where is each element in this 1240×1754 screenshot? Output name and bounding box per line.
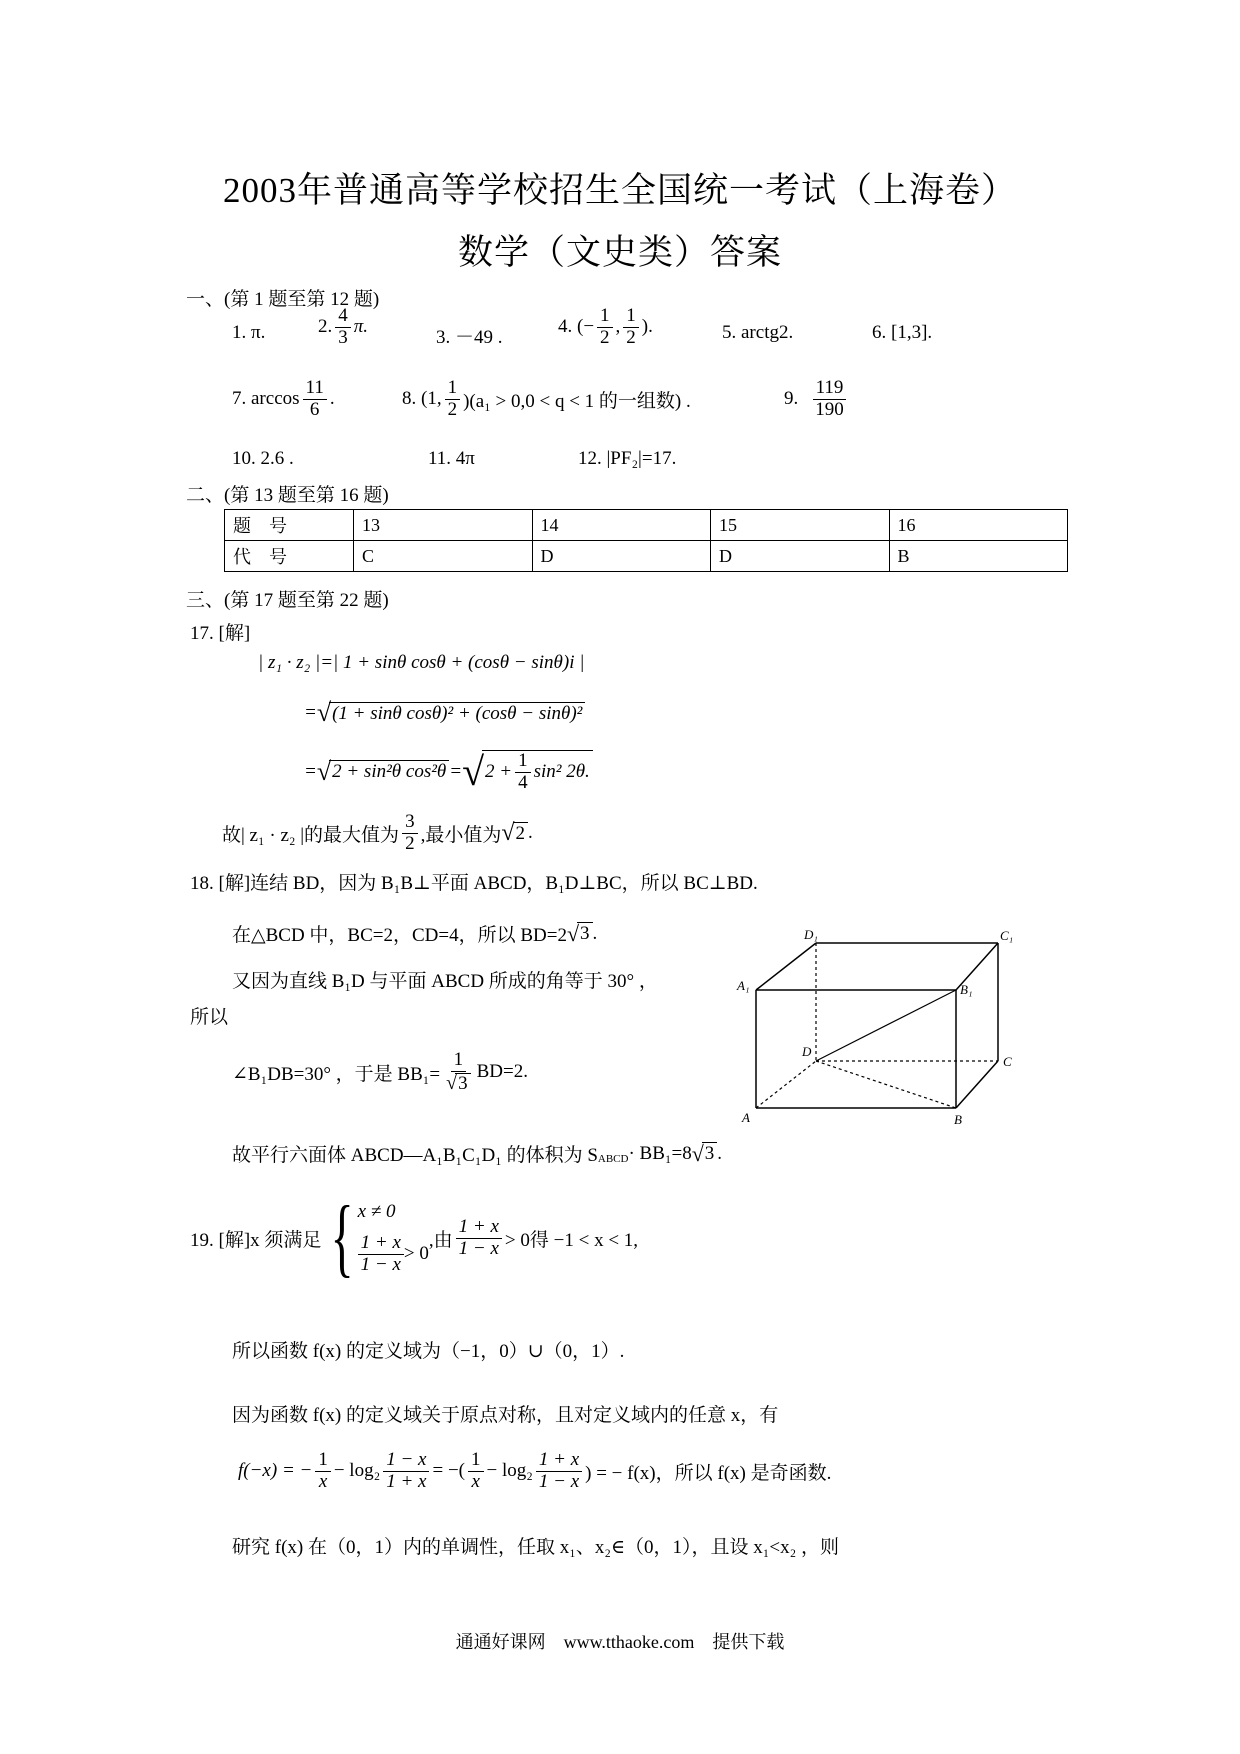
edge-ad-hidden (756, 1061, 816, 1108)
q18-line5-radicand: 3 (455, 1073, 471, 1095)
q19-line3: 因为函数 f(x) 的定义域关于原点对称，且对定义域内的任意 x，有 (232, 1405, 779, 1426)
answer-4 (558, 306, 653, 349)
table-cell: D (532, 541, 711, 572)
q19-line4-den2: 1 + x (386, 1470, 427, 1492)
q18-line6-sub: ABCD (597, 1153, 629, 1165)
answer-7-label: 7. arccos (232, 388, 300, 410)
answer-9-fraction (812, 378, 847, 421)
vertex-label-a1: A₁ (737, 978, 750, 993)
answer-6: 6. [1,3]. (872, 322, 933, 343)
answer-4-num1: 1 (597, 306, 613, 328)
table-cell: 13 (354, 510, 533, 541)
answer-table (224, 509, 1068, 572)
answer-1: 1. π. (232, 322, 266, 343)
table-row (225, 541, 1068, 572)
q19-line4-a: f(−x) = − (238, 1460, 313, 1482)
answer-4-comma: , (615, 316, 621, 338)
answer-9-label: 9. (784, 388, 799, 410)
answer-9-den: 190 (815, 398, 844, 420)
q19-line4-frac4 (536, 1450, 582, 1493)
answer-7-tail: . (329, 388, 335, 410)
q17-conclusion-b: ,最小值为 (420, 824, 502, 846)
q17-line3-den: 4 (518, 771, 528, 793)
q18-line2-c: . (592, 922, 598, 944)
edge-a1d1 (756, 943, 816, 990)
q19-line4-b: − log₂ (333, 1460, 381, 1482)
table-cell: 16 (889, 510, 1068, 541)
table-cell: C (354, 541, 533, 572)
q17-conclusion-num: 3 (402, 812, 418, 834)
vertex-label-b1: B₁ (960, 982, 973, 997)
section2-header: 二、(第 13 题至第 16 题) (186, 485, 389, 506)
q17-line2-radicand: (1 + sinθ cosθ)² + (cosθ − sinθ)² (329, 702, 585, 725)
q19-line4-frac1 (315, 1450, 331, 1493)
sqrt-icon: √ (462, 749, 485, 794)
vertex-label-c1: C₁ (1000, 928, 1014, 943)
q17-conclusion-radicand: 2 (513, 822, 529, 845)
answer-8 (402, 378, 691, 421)
sqrt-icon: √ (691, 1140, 704, 1166)
answer-9 (784, 378, 850, 421)
q18-line3: 又因为直线 B₁D 与平面 ABCD 所成的角等于 30° ， (232, 971, 658, 992)
answer-4-den1: 2 (600, 326, 610, 348)
answer-4-frac2 (623, 306, 639, 349)
q19-head: 19. [解]x 须满足 (190, 1229, 322, 1251)
q17-line3-radicand2 (482, 750, 593, 794)
table-cell: B (889, 541, 1068, 572)
q19-line2: 所以函数 f(x) 的定义域为（−1，0）∪（0，1）. (232, 1341, 625, 1362)
q17-heading: 17. [解] (190, 623, 251, 644)
q17-line3-eq: = (304, 760, 317, 782)
vertex-label-b: B (954, 1112, 962, 1127)
q17-line3-eq2: = (449, 760, 463, 782)
q17-line3 (304, 748, 593, 795)
sqrt-icon: √ (501, 819, 515, 846)
q18-line6 (232, 1140, 722, 1167)
table-cell: 15 (711, 510, 890, 541)
q17-line3-radicand1: 2 + sin²θ cos²θ (329, 760, 449, 783)
q18-line5-a: ∠B₁DB=30° ，于是 BB₁= (232, 1063, 441, 1085)
q19-condition1: x ≠ 0 (357, 1200, 396, 1222)
answer-4-tail: ). (641, 316, 653, 338)
sqrt-icon: √ (566, 920, 580, 946)
table-cell: 题 号 (225, 510, 354, 541)
answer-4-den2: 2 (626, 326, 636, 348)
answer-8-tail: )(a₁ > 0,0 < q < 1 的一组数) . (463, 390, 691, 412)
answer-7-fraction (303, 378, 327, 421)
page-subtitle: 数学（文史类）答案 (457, 233, 782, 272)
q18-line5-b: BD=2. (476, 1061, 528, 1083)
q19-line4-frac3 (468, 1450, 484, 1493)
table-row (225, 510, 1068, 541)
table-cell: 代 号 (225, 541, 354, 572)
q18-line5-den (443, 1072, 473, 1095)
edge-bc (956, 1061, 998, 1108)
page-title: 2003年普通高等学校招生全国统一考试（上海卷） (222, 171, 1017, 210)
table-cell: D (711, 541, 890, 572)
answer-5: 5. arctg2. (722, 322, 794, 343)
sqrt-icon: √ (316, 756, 332, 786)
q18-line5-fraction (443, 1050, 473, 1095)
section1-header: 一、(第 1 题至第 12 题) (186, 289, 380, 310)
vertex-label-a: A (742, 1110, 750, 1125)
q17-line2-eq: = (304, 702, 317, 723)
section3-header: 三、(第 17 题至第 22 题) (186, 590, 389, 611)
answer-2-tail: π. (353, 316, 369, 338)
left-brace-icon: { (330, 1189, 355, 1286)
q19-line4-frac2 (383, 1450, 429, 1493)
table-cell: 14 (532, 510, 711, 541)
q18-line6-a: 故平行六面体 ABCD—A₁B₁C₁D₁ 的体积为 S (232, 1145, 598, 1166)
answer-8-num: 1 (445, 378, 461, 400)
q18-line1: 18. [解]连结 BD，因为 B₁B⊥平面 ABCD，B₁D⊥BC，所以 BC⊥BD. (190, 873, 758, 894)
q18-line6-radicand: 3 (702, 1142, 718, 1165)
q19-line4-c: = −( (432, 1460, 465, 1482)
answer-2-num: 4 (335, 306, 351, 328)
q17-line3-sin: sin² 2θ. (533, 761, 590, 782)
q17-line1: | z₁ · z₂ |=| 1 + sinθ cosθ + (cosθ − sinθ)i | (258, 652, 585, 673)
q17-line3-two: 2 + (485, 761, 513, 782)
q19-line4-den3: x (471, 1470, 480, 1492)
q19-line4-num3: 1 (468, 1450, 484, 1472)
q19-condition2-num: 1 + x (358, 1233, 404, 1255)
q18-line2-a: 在△BCD 中，BC=2，CD=4，所以 BD=2 (232, 925, 567, 946)
parallelepiped-figure (736, 928, 1036, 1128)
sqrt-icon: √ (446, 1071, 458, 1094)
answer-8-fraction (445, 378, 461, 421)
answer-10: 10. 2.6 . (232, 448, 294, 469)
answer-8-den: 2 (447, 398, 458, 420)
answer-3: 3. －49 . (436, 327, 503, 348)
q19-line4-den4: 1 − x (538, 1470, 580, 1492)
answer-7-den: 6 (309, 398, 320, 420)
q17-line2 (304, 698, 585, 728)
diagonal-bd-hidden (816, 1061, 956, 1108)
q19-condition2 (358, 1233, 429, 1276)
q19-condition2-fraction (358, 1233, 404, 1276)
q18-line6-b: · BB₁=8 (628, 1142, 692, 1164)
q19-line4-e: − log₂ (486, 1460, 533, 1482)
q19-condition2-den: 1 − x (360, 1253, 401, 1275)
q19-fraction-num: 1 + x (456, 1217, 502, 1239)
answer-7-num: 11 (303, 378, 327, 400)
answer-4-num2: 1 (623, 306, 639, 328)
q17-line3-num: 1 (515, 751, 531, 773)
vertex-label-d: D (802, 1044, 812, 1059)
q18-line5 (232, 1050, 528, 1095)
q19-tail: > 0得 −1 < x < 1, (504, 1229, 639, 1251)
answer-2-den: 3 (338, 326, 348, 348)
answer-7 (232, 378, 335, 421)
page-footer: 通通好课网 www.tthaoke.com 提供下载 (455, 1632, 785, 1652)
answer-8-label: 8. (1, (402, 388, 442, 410)
q18-line4: 所以 (190, 1007, 229, 1028)
q19-fraction-den: 1 − x (458, 1237, 499, 1259)
q19-line1 (190, 1189, 639, 1286)
q17-conclusion-den: 2 (405, 832, 415, 854)
diagonal-b1d (816, 990, 956, 1061)
answer-2-fraction (335, 306, 351, 349)
answer-4-frac1 (597, 306, 613, 349)
q17-conclusion (222, 812, 533, 855)
q17-conclusion-fraction (402, 812, 418, 855)
answer-12: 12. |PF₂|=17. (578, 448, 677, 469)
q19-fraction (456, 1217, 502, 1260)
q17-conclusion-d: . (528, 822, 533, 844)
answer-2 (318, 306, 368, 349)
q19-line4-f: ) = − f(x)，所以 f(x) 是奇函数. (585, 1462, 832, 1484)
q19-line4-num1: 1 (315, 1450, 331, 1472)
q19-condition2-tail: > 0 (403, 1243, 429, 1264)
answer-9-num: 119 (813, 378, 847, 400)
q19-line5: 研究 f(x) 在（0，1）内的单调性，任取 x₁、x₂∈（0，1），且设 x₁<x₂ ，则 (232, 1537, 840, 1558)
vertex-label-c: C (1003, 1054, 1012, 1069)
q19-line4-num2: 1 − x (383, 1450, 429, 1472)
answer-4-label: 4. (− (558, 316, 595, 338)
q19-line4-den1: x (318, 1470, 328, 1492)
vertex-label-d1: D₁ (804, 928, 818, 942)
q19-mid: ,由 (428, 1229, 453, 1251)
q19-line4 (238, 1450, 831, 1493)
q18-line6-d: . (717, 1142, 723, 1164)
q19-conditions (358, 1201, 429, 1276)
q17-line3-fraction (515, 751, 531, 794)
q17-conclusion-a: 故| z₁ · z₂ |的最大值为 (222, 824, 400, 846)
q18-line2 (232, 920, 597, 947)
q18-line5-num: 1 (451, 1050, 467, 1072)
q18-line2-radicand: 3 (577, 922, 593, 945)
q19-line4-num4: 1 + x (536, 1450, 582, 1472)
answer-11: 11. 4π (428, 448, 475, 469)
answer-2-label: 2. (318, 316, 333, 338)
sqrt-icon: √ (316, 698, 332, 727)
